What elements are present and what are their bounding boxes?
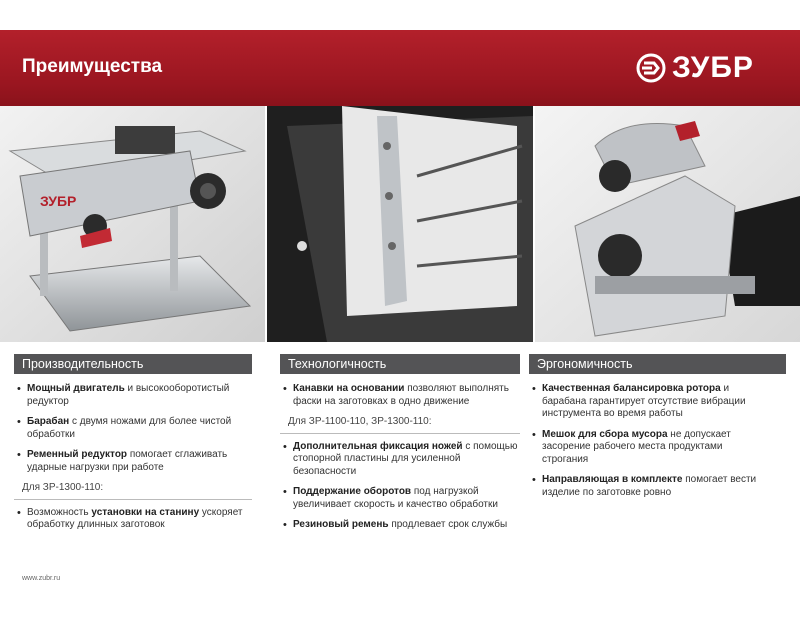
- list-item: • Дополнительная фиксация ножей с помощью стопорной пластины для усиленной безопасности: [280, 441, 520, 479]
- list-item: • Направляющая в комплекте помогает вести изделие по заготовке ровно: [529, 474, 769, 499]
- model-note: Для ЗР-1300-110:: [22, 482, 104, 493]
- list-item: • Канавки на основании позволяют выполнять фаски на заготовках в одно движение: [280, 383, 520, 408]
- section-heading-ergonomics: Эргономичность: [529, 354, 786, 374]
- divider: [280, 433, 520, 434]
- header-banner: [0, 30, 800, 106]
- list-item: • Барабан с двумя ножами для более чистой обработки: [14, 416, 252, 441]
- list-item: • Мощный двигатель и высокооборотистый редуктор: [14, 383, 252, 408]
- ergonomics-column: [529, 383, 769, 507]
- footer-url[interactable]: www.zubr.ru: [22, 575, 61, 582]
- list-item: • Качественная балансировка ротора и барабана гарантирует отсутствие вибрации инструмента во время работы: [529, 383, 769, 421]
- list-item: • Поддержание оборотов под нагрузкой увеличивает скорость и качество обработки: [280, 486, 520, 511]
- svg-text:ЗУБР: ЗУБР: [40, 193, 77, 209]
- list-item: • Ременный редуктор помогает сглаживать ударные нагрузки при работе: [14, 449, 252, 474]
- drum-blades-closeup-image: [267, 106, 533, 342]
- logo-text: ЗУБР: [672, 51, 754, 84]
- divider: [14, 499, 252, 500]
- list-item: • Резиновый ремень продлевает срок службы: [280, 519, 520, 532]
- page-title: Преимущества: [22, 56, 163, 77]
- section-heading-productivity: Производительность: [14, 354, 252, 374]
- productivity-column: [14, 383, 252, 540]
- model-note: Для ЗР-1100-110, ЗР-1300-110:: [288, 416, 432, 427]
- section-heading-technology: Технологичность: [280, 354, 520, 374]
- planer-handle-image: [535, 106, 800, 342]
- list-item: • Мешок для сбора мусора не допускает засорение рабочего места продуктами строгания: [529, 429, 769, 467]
- zubr-emblem-icon: [636, 53, 666, 83]
- list-item: • Возможность установки на станину ускоряет обработку длинных заготовок: [14, 507, 252, 532]
- zubr-logo[interactable]: [636, 50, 782, 86]
- planer-on-stand-image: [0, 106, 265, 342]
- technology-column: [280, 383, 520, 540]
